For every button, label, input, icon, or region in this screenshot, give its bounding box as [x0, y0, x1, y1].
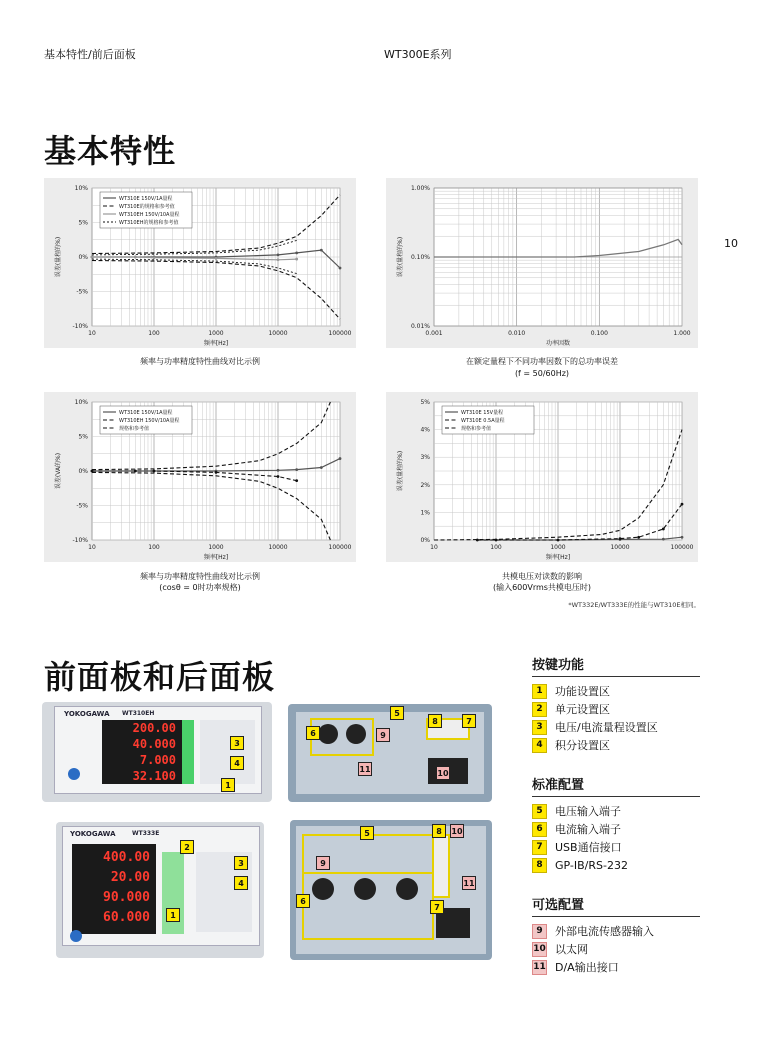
x-tick-label: 1000: [550, 544, 566, 551]
readout-2: 40.000: [132, 737, 176, 751]
readout-3: 90.000: [103, 890, 150, 905]
y-axis-label: 误差(量程的%): [397, 236, 404, 278]
data-point: [295, 468, 298, 471]
caption-4a: 共模电压对读数的影响: [502, 572, 582, 581]
readout-1: 400.00: [103, 850, 150, 865]
caption-3b: (cosθ = 0时功率规格): [159, 583, 241, 592]
x-tick-label: 100: [148, 544, 160, 551]
data-point: [320, 249, 323, 252]
data-point: [557, 539, 560, 542]
legend-label: WT310E 150V/1A量程: [119, 410, 173, 416]
legend-item-label: 功能设置区: [555, 685, 610, 698]
y-tick-label: -5%: [76, 288, 88, 296]
data-point: [134, 470, 137, 473]
x-tick-label: 0.001: [425, 330, 443, 337]
number-badge: 3: [532, 720, 547, 735]
legend-item-label: 积分设置区: [555, 739, 610, 752]
marker-9: 9: [376, 728, 390, 742]
legend-section-title: 可选配置: [532, 898, 585, 913]
legend-section-title: 按键功能: [532, 658, 585, 673]
y-tick-label: 1%: [420, 509, 430, 517]
number-badge: 1: [532, 684, 547, 699]
readout-3: 7.000: [139, 753, 176, 767]
y-tick-label: -10%: [72, 323, 88, 330]
marker-5: 5: [360, 826, 374, 840]
front-panel-photo-1: [42, 702, 272, 802]
data-point: [339, 267, 342, 270]
x-tick-label: 10000: [268, 330, 288, 337]
legend-label: WT310E的规格和参考值: [119, 204, 175, 210]
rear-panel-photo-2: [290, 820, 492, 960]
legend-item: [532, 736, 610, 754]
data-point: [295, 251, 298, 254]
y-tick-label: 0.01%: [410, 323, 430, 330]
x-tick-label: 1000: [208, 544, 224, 551]
data-point: [339, 457, 342, 460]
marker-6: 6: [306, 726, 320, 740]
caption-2b: (f = 50/60Hz): [514, 369, 570, 378]
marker-2: 2: [180, 840, 194, 854]
y-tick-label: 2%: [420, 481, 430, 489]
legend-item: [532, 838, 622, 856]
caption-1: 频率与功率精度特性曲线对比示例: [140, 357, 260, 366]
y-tick-label: 5%: [78, 219, 88, 227]
y-axis-label: 误差(量程的%): [397, 450, 404, 492]
current-terminal-knob: [396, 878, 418, 900]
legend-label: WT310EH的规格和参考值: [119, 220, 179, 226]
data-point: [619, 537, 622, 540]
legend-item-label: 电流输入端子: [555, 823, 621, 836]
number-badge: 10: [532, 942, 547, 957]
legend-item: [532, 700, 610, 718]
number-badge: 11: [532, 960, 547, 975]
chart-2-svg: [386, 178, 698, 348]
readout-1: 200.00: [132, 721, 176, 735]
gpib-connector: [432, 834, 450, 898]
marker-4: 4: [234, 876, 248, 890]
y-tick-label: 0%: [420, 537, 430, 544]
legend-item-label: USB通信接口: [555, 841, 622, 854]
number-badge: 8: [532, 858, 547, 873]
x-axis-label: 频率[Hz]: [203, 554, 229, 561]
data-point: [681, 536, 684, 539]
y-tick-label: 3%: [420, 454, 430, 462]
y-tick-label: 10%: [74, 185, 88, 192]
marker-1: 1: [166, 908, 180, 922]
section-divider: [532, 796, 700, 797]
power-button-icon: [68, 768, 80, 780]
data-point: [277, 254, 280, 257]
header-right: WT300E系列: [384, 48, 452, 61]
marker-7: 7: [430, 900, 444, 914]
legend-item-label: GP-IB/RS-232: [555, 858, 628, 872]
y-axis-label: 误差(VA的%): [55, 452, 62, 490]
y-tick-label: -5%: [76, 502, 88, 510]
number-badge: 2: [532, 702, 547, 717]
data-point: [662, 538, 665, 541]
caption-4b: (输入600Vrms共模电压时): [492, 583, 592, 592]
section-title-panels: 前面板和后面板: [44, 658, 276, 696]
x-tick-label: 100: [490, 544, 502, 551]
x-tick-label: 100: [148, 330, 160, 337]
x-tick-label: 0.100: [590, 330, 608, 337]
model-label: WT333E: [132, 830, 160, 837]
marker-11: 11: [462, 876, 476, 890]
current-terminal-knob: [346, 724, 366, 744]
readout-2: 20.00: [110, 870, 150, 885]
legend-label: 规格和参考值: [461, 426, 492, 432]
y-tick-label: 5%: [78, 433, 88, 441]
y-tick-label: 0.10%: [410, 254, 430, 261]
readout-4: 60.000: [103, 910, 150, 925]
number-badge: 4: [532, 738, 547, 753]
display-panel: [72, 844, 156, 934]
y-axis-label: 误差(量程的%): [55, 236, 62, 278]
y-tick-label: -10%: [72, 537, 88, 544]
y-tick-label: 0%: [78, 468, 88, 475]
data-point: [153, 256, 156, 259]
x-tick-label: 1000: [208, 330, 224, 337]
x-tick-label: 1.000: [673, 330, 691, 337]
marker-1: 1: [221, 778, 235, 792]
x-tick-label: 0.010: [508, 330, 526, 337]
x-tick-label: 10: [430, 544, 438, 551]
marker-4: 4: [230, 756, 244, 770]
marker-9: 9: [316, 856, 330, 870]
marker-5: 5: [390, 706, 404, 720]
legend-item: [532, 856, 628, 874]
legend-item-label: 电压输入端子: [555, 805, 621, 818]
current-terminal-knob: [312, 878, 334, 900]
marker-8: 8: [428, 714, 442, 728]
legend-item-label: 外部电流传感器输入: [555, 925, 654, 938]
data-point: [215, 257, 218, 260]
legend-item: [532, 820, 621, 838]
display-panel: [102, 720, 182, 784]
legend-item-label: 电压/电流量程设置区: [555, 721, 658, 734]
marker-7: 7: [462, 714, 476, 728]
chart-4: [386, 392, 698, 562]
y-tick-label: 5%: [420, 399, 430, 406]
data-point: [134, 256, 137, 259]
legend-label: WT310EH 150V/10A量程: [119, 418, 180, 424]
current-terminal-knob: [318, 724, 338, 744]
brand-logo: YOKOGAWA: [64, 710, 110, 718]
x-axis-label: 频率[Hz]: [545, 554, 571, 561]
data-point: [295, 479, 298, 482]
chart-1-svg: [44, 178, 356, 348]
header-left: 基本特性/前后面板: [44, 48, 136, 61]
legend-item-label: 以太网: [555, 943, 588, 956]
section-title-basic: 基本特性: [44, 132, 177, 170]
unit-indicators: [182, 720, 194, 784]
x-tick-label: 10: [88, 544, 96, 551]
legend-item: [532, 682, 610, 700]
legend-label: WT310EH 150V/10A量程: [119, 212, 180, 218]
legend-item: [532, 718, 658, 736]
number-badge: 9: [532, 924, 547, 939]
y-tick-label: 0%: [78, 254, 88, 261]
legend-item: [532, 922, 654, 940]
x-tick-label: 100000: [328, 330, 352, 337]
readout-4: 32.100: [132, 769, 176, 783]
data-point: [215, 471, 218, 474]
marker-6: 6: [296, 894, 310, 908]
x-tick-label: 100000: [670, 544, 694, 551]
legend-label: WT310E 0.5A量程: [461, 418, 505, 424]
legend-label: 规格和参考值: [119, 426, 150, 432]
caption-3a: 频率与功率精度特性曲线对比示例: [140, 572, 260, 581]
legend-item-label: 单元设置区: [555, 703, 610, 716]
legend-item: [532, 802, 621, 820]
y-tick-label: 4%: [420, 426, 430, 434]
data-point: [637, 536, 640, 539]
x-axis-label: 功率因数: [545, 340, 571, 347]
legend-item: [532, 940, 588, 958]
data-point: [277, 258, 280, 261]
chart-4-svg: [386, 392, 698, 562]
marker-3: 3: [230, 736, 244, 750]
legend-item-label: D/A输出接口: [555, 961, 619, 974]
data-point: [277, 469, 280, 472]
section-divider: [532, 676, 700, 677]
data-point: [277, 475, 280, 478]
data-point: [681, 503, 684, 506]
legend-label: WT310E 150V/1A量程: [119, 196, 173, 202]
marker-11: 11: [358, 762, 372, 776]
marker-3: 3: [234, 856, 248, 870]
marker-10: 10: [450, 824, 464, 838]
chart-3: [44, 392, 356, 562]
data-point: [320, 466, 323, 469]
chart-1: [44, 178, 356, 348]
rear-panel-photo-1: [288, 704, 492, 802]
data-point: [662, 528, 665, 531]
x-axis-label: 频率[Hz]: [203, 340, 229, 347]
page-number: 10: [724, 237, 738, 250]
current-terminal-knob: [354, 878, 376, 900]
y-tick-label: 1.00%: [410, 185, 430, 192]
x-tick-label: 10000: [610, 544, 630, 551]
power-button-icon: [70, 930, 82, 942]
section-divider: [532, 916, 700, 917]
data-point: [295, 258, 298, 261]
chart-3-svg: [44, 392, 356, 562]
data-point: [153, 470, 156, 473]
x-tick-label: 100000: [328, 544, 352, 551]
legend-label: WT310E 15V量程: [461, 410, 504, 416]
keypad: [200, 720, 255, 784]
front-panel-photo-2: [56, 822, 264, 958]
number-badge: 7: [532, 840, 547, 855]
marker-8: 8: [432, 824, 446, 838]
chart-2: [386, 178, 698, 348]
number-badge: 6: [532, 822, 547, 837]
data-point: [91, 256, 94, 259]
caption-2a: 在额定量程下不同功率因数下的总功率误差: [466, 357, 618, 366]
number-badge: 5: [532, 804, 547, 819]
legend-item: [532, 958, 619, 976]
footnote: *WT332E/WT333E的性能与WT310E相同。: [568, 601, 700, 609]
x-tick-label: 10000: [268, 544, 288, 551]
x-tick-label: 10: [88, 330, 96, 337]
model-label: WT310EH: [122, 710, 155, 717]
legend-section-title: 标准配置: [532, 778, 585, 793]
y-tick-label: 10%: [74, 399, 88, 406]
marker-10: 10: [436, 766, 450, 780]
brand-logo: YOKOGAWA: [70, 830, 116, 838]
